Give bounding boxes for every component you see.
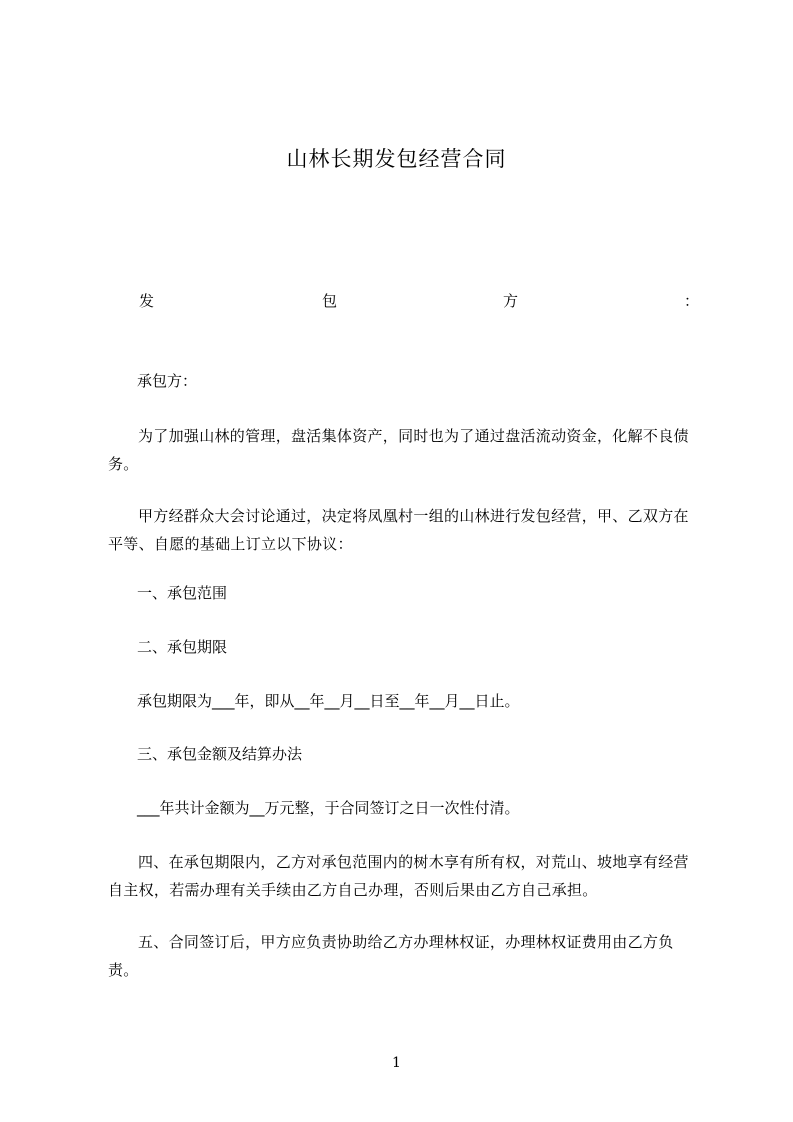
amount-paragraph: ___年共计金额为__万元整，于合同签订之日一次性付清。: [137, 799, 520, 817]
party-b-label: 承包方：: [137, 372, 198, 390]
agreement-paragraph: 甲方经群众大会讨论通过，决定将凤凰村一组的山林进行发包经营，甲、乙双方在平等、自愿的基础上订立以下协议：: [108, 507, 689, 553]
purpose-paragraph: 为了加强山林的管理，盘活集体资产，同时也为了通过盘活流动资金，化解不良债务。: [108, 427, 689, 473]
term-paragraph: 承包期限为___年，即从__年__月__日至__年__月__日止。: [137, 692, 520, 710]
clause-4-paragraph: 四、在承包期限内，乙方对承包范围内的树木享有所有权，对荒山、坡地享有经营自主权，若需办理有关手续由乙方自己办理，否则后果由乙方自己承担。: [108, 853, 689, 899]
party-a-char-3: 方: [503, 292, 519, 310]
section-heading-term: 二、承包期限: [137, 638, 228, 656]
party-a-char-2: 包: [322, 292, 338, 310]
party-a-char-1: 发: [139, 292, 155, 310]
page-title: 山林长期发包经营合同: [286, 147, 507, 171]
page-number: 1: [392, 1055, 401, 1071]
party-a-colon: ：: [684, 292, 700, 310]
section-heading-scope: 一、承包范围: [137, 584, 228, 602]
section-heading-amount: 三、承包金额及结算办法: [137, 745, 303, 763]
clause-5-paragraph: 五、合同签订后，甲方应负责协助给乙方办理林权证，办理林权证费用由乙方负责。: [108, 933, 674, 979]
